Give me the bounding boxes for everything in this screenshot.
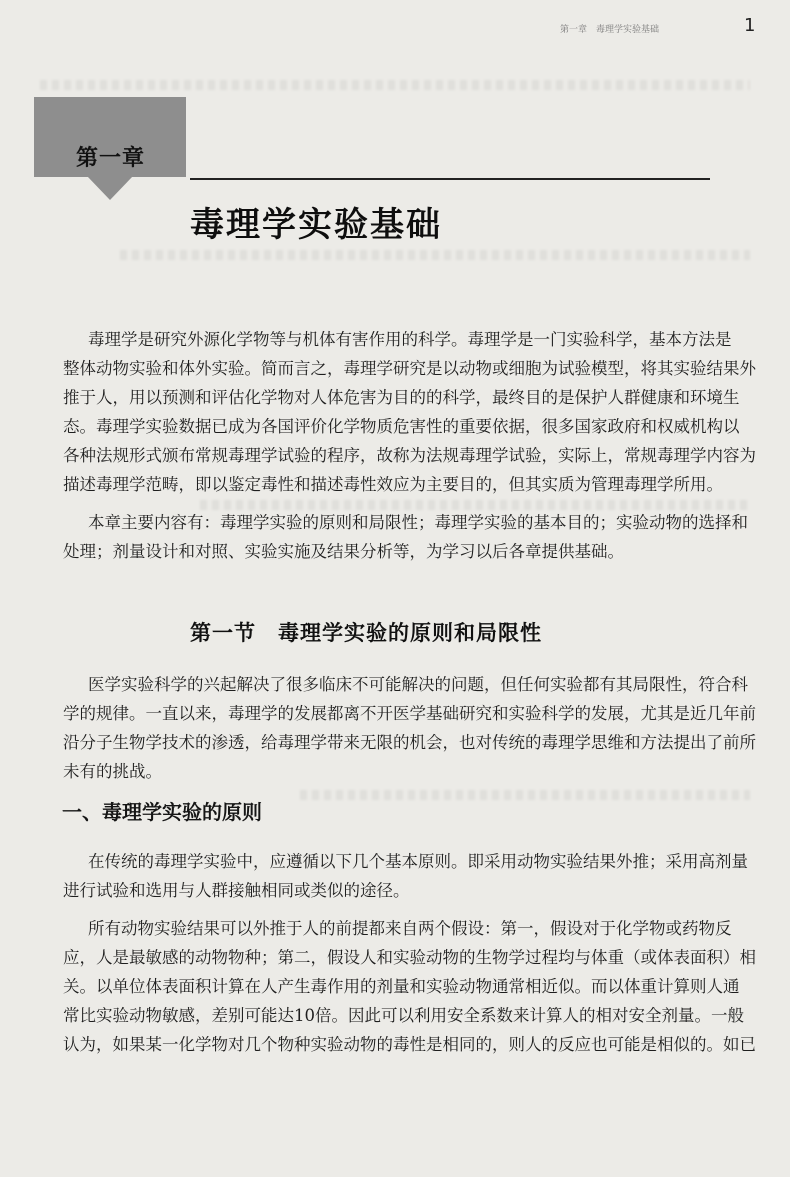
text-line: 推于人，用以预测和评估化学物对人体危害为目的的科学，最终目的是保护人群健康和环境生: [63, 388, 740, 407]
chapter-rule: [190, 178, 710, 180]
text-line: 常比实验动物敏感，差别可能达10倍。因此可以利用安全系数来计算人的相对安全剂量。一般: [63, 1006, 744, 1025]
text-line: 在传统的毒理学实验中，应遵循以下几个基本原则。即采用动物实验结果外推；采用高剂量: [88, 852, 748, 871]
chapter-label: 第一章: [76, 146, 146, 171]
text-line: 进行试验和选用与人群接触相同或类似的途径。: [63, 881, 410, 900]
subsection-title: 一、毒理学实验的原则: [62, 800, 262, 824]
text-line: 所有动物实验结果可以外推于人的前提都来自两个假设：第一，假设对于化学物或药物反: [88, 919, 732, 938]
text-line: 各种法规形式颁布常规毒理学试验的程序，故称为法规毒理学试验，实际上，常规毒理学内容为: [63, 446, 756, 465]
chapter-title: 毒理学实验基础: [190, 205, 442, 245]
text-line: 处理；剂量设计和对照、实验实施及结果分析等，为学习以后各章提供基础。: [63, 542, 624, 561]
text-line: 整体动物实验和体外实验。简而言之，毒理学研究是以动物或细胞为试验模型，将其实验结果外: [63, 359, 756, 378]
chapter-pointer: [87, 176, 133, 200]
text-line: 描述毒理学范畴，即以鉴定毒性和描述毒性效应为主要目的，但其实质为管理毒理学所用。: [63, 475, 723, 494]
text-line: 应，人是最敏感的动物物种；第二，假设人和实验动物的生物学过程均与体重（或体表面积）相: [63, 948, 756, 967]
running-head: 第一章 毒理学实验基础: [560, 25, 660, 35]
text-line: 关。以单位体表面积计算在人产生毒作用的剂量和实验动物通常相近似。而以体重计算则人通: [63, 977, 740, 996]
page-bleed-through: [300, 790, 750, 800]
text-line: 沿分子生物学技术的渗透，给毒理学带来无限的机会，也对传统的毒理学思维和方法提出了前所: [63, 733, 756, 752]
text-line: 毒理学是研究外源化学物等与机体有害作用的科学。毒理学是一门实验科学，基本方法是: [88, 330, 732, 349]
text-line: 医学实验科学的兴起解决了很多临床不可能解决的问题，但任何实验都有其局限性，符合科: [88, 675, 748, 694]
page-bleed-through: [40, 80, 750, 90]
page-bleed-through: [120, 250, 750, 260]
section-title: 第一节 毒理学实验的原则和局限性: [190, 621, 542, 645]
text-line: 学的规律。一直以来，毒理学的发展都离不开医学基础研究和实验科学的发展，尤其是近几年前: [63, 704, 756, 723]
text-line: 未有的挑战。: [63, 762, 162, 781]
text-line: 本章主要内容有：毒理学实验的原则和局限性；毒理学实验的基本目的；实验动物的选择和: [88, 513, 748, 532]
text-line: 态。毒理学实验数据已成为各国评价化学物质危害性的重要依据，很多国家政府和权威机构以: [63, 417, 740, 436]
page-number: 1: [744, 15, 756, 36]
text-line: 认为，如果某一化学物对几个物种实验动物的毒性是相同的，则人的反应也可能是相似的。如已: [63, 1035, 756, 1054]
